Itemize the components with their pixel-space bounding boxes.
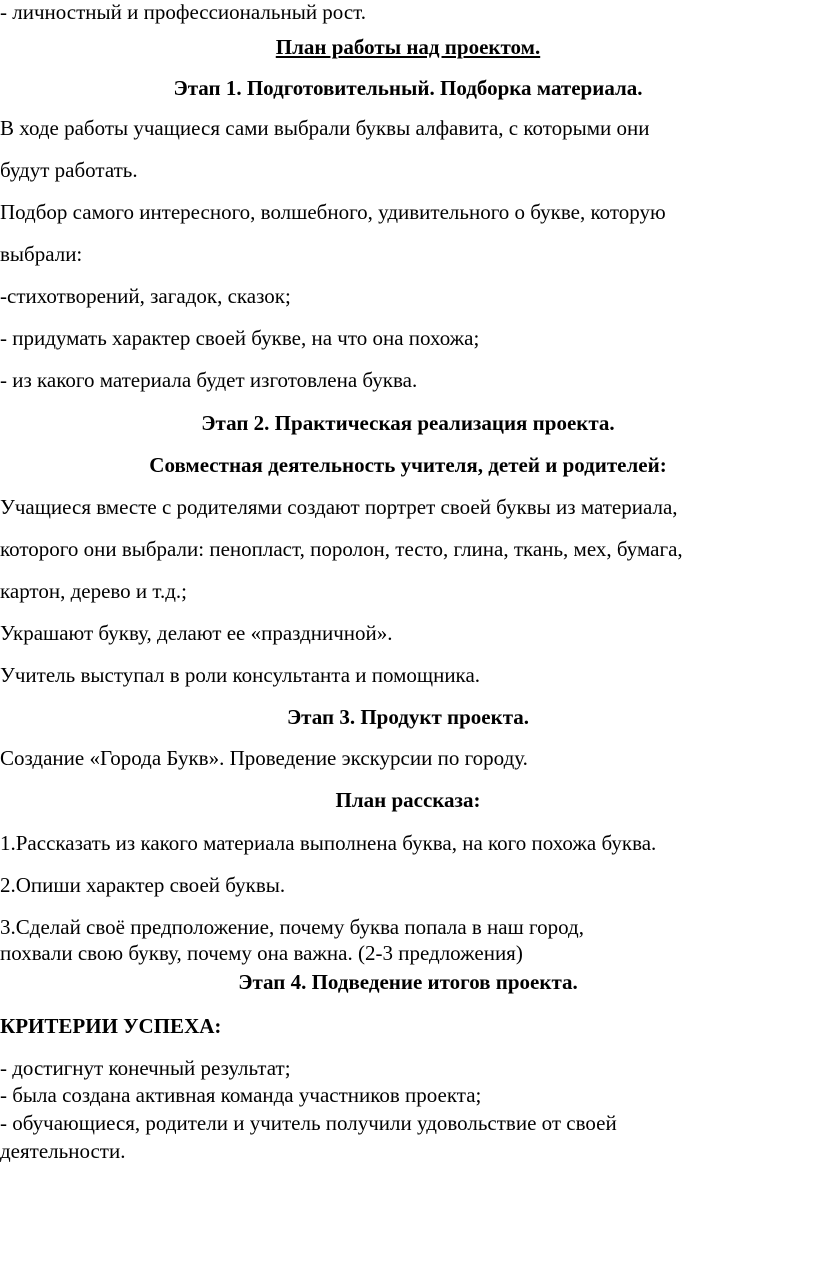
stage2-line-2: которого они выбрали: пенопласт, поролон, тесто, глина, ткань, мех, бумага,: [0, 537, 683, 561]
stage3-line: Создание «Города Букв». Проведение экскурсии по городу.: [0, 746, 528, 770]
stage3-title: Этап 3. Продукт проекта.: [286, 705, 530, 729]
stage1-line-3: Подбор самого интересного, волшебного, удивительного о букве, которую: [0, 200, 666, 224]
stage2-line-3: картон, дерево и т.д.;: [0, 579, 188, 603]
stage1-title: Этап 1. Подготовительный. Подборка материала.: [173, 76, 643, 100]
criteria-title: КРИТЕРИИ УСПЕХА:: [0, 1014, 222, 1038]
story-plan-title: План рассказа:: [335, 788, 481, 812]
stage2-line-4: Украшают букву, делают ее «праздничной».: [0, 621, 393, 645]
criteria-item-2: - была создана активная команда участников проекта;: [0, 1083, 482, 1107]
stage2-line-1: Учащиеся вместе с родителями создают портрет своей буквы из материала,: [0, 495, 678, 519]
stage1-line-7: - из какого материала будет изготовлена буква.: [0, 368, 418, 392]
stage2-title: Этап 2. Практическая реализация проекта.: [201, 411, 615, 435]
criteria-item-1: - достигнут конечный результат;: [0, 1056, 291, 1080]
plan-title: План работы над проектом.: [275, 35, 541, 59]
criteria-item-3: - обучающиеся, родители и учитель получили удовольствие от своей: [0, 1111, 617, 1135]
stage2-line-5: Учитель выступал в роли консультанта и помощника.: [0, 663, 481, 687]
stage2-subtitle: Совместная деятельность учителя, детей и родителей:: [149, 453, 667, 477]
intro-line: - личностный и профессиональный рост.: [0, 0, 367, 24]
story-plan-item-4: похвали свою букву, почему она важна. (2-3 предложения): [0, 941, 523, 965]
story-plan-item-2: 2.Опиши характер своей буквы.: [0, 873, 286, 897]
story-plan-item-1: 1.Рассказать из какого материала выполнена буква, на кого похожа буква.: [0, 831, 657, 855]
stage1-line-2: будут работать.: [0, 158, 138, 182]
story-plan-item-3: 3.Сделай своё предположение, почему буква попала в наш город,: [0, 915, 584, 939]
stage1-line-4: выбрали:: [0, 242, 83, 266]
criteria-item-4: деятельности.: [0, 1139, 126, 1163]
stage4-title: Этап 4. Подведение итогов проекта.: [238, 970, 578, 994]
stage1-line-5: -стихотворений, загадок, сказок;: [0, 284, 291, 308]
stage1-line-1: В ходе работы учащиеся сами выбрали буквы алфавита, с которыми они: [0, 116, 650, 140]
stage1-line-6: - придумать характер своей букве, на что она похожа;: [0, 326, 480, 350]
